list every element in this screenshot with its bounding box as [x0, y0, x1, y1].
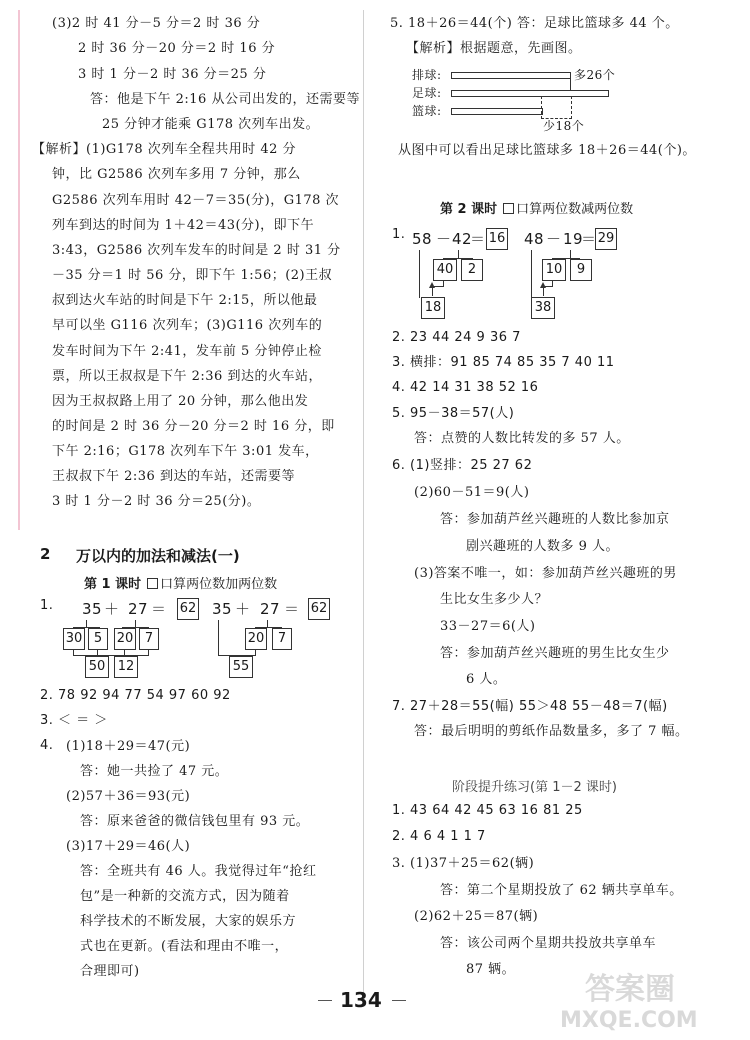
text-line: 3. (1)37＋25＝62(辆): [392, 856, 535, 871]
text-line: 科学技术的不断发展，大家的娱乐方: [80, 914, 297, 929]
text-line: 2 时 36 分－20 分＝2 时 16 分: [78, 41, 276, 56]
text-line: 钟，比 G2586 次列车多用 7 分钟，那么: [52, 167, 301, 182]
result-box: 55: [229, 656, 253, 678]
lesson-label: 第 2 课时: [440, 202, 498, 217]
equation-equals: ＝: [470, 230, 486, 248]
answer-line: 7. 27＋28＝55(幅) 55＞48 55－48＝7(幅): [392, 699, 668, 714]
text-line: (1)18＋29＝47(元): [66, 739, 191, 754]
text-line: 3:43，G2586 次列车发车的时间是 2 时 31 分: [52, 243, 341, 258]
checkbox-square-icon: [147, 578, 158, 589]
equation-operand: 48: [524, 230, 545, 248]
split-box: 40: [433, 259, 457, 281]
text-line: 【解析】(1)G178 次列车全程共用时 42 分: [32, 142, 297, 157]
text-line: 从图中可以看出足球比篮球多 18＋26＝44(个)。: [398, 143, 696, 158]
text-line: －35 分＝1 时 56 分，即下午 1:56；(2)王叔: [52, 268, 333, 283]
arrow-up-icon: [429, 282, 435, 288]
split-box: 7: [139, 628, 159, 650]
margin-rule: [18, 10, 20, 530]
equation-operand: 42: [452, 230, 473, 248]
answer-box: 29: [595, 228, 617, 250]
split-box: 7: [272, 628, 292, 650]
checkbox-square-icon: [503, 203, 514, 214]
equation-operand: 27: [128, 600, 149, 618]
result-box: 38: [531, 297, 555, 319]
equation-operator: －: [436, 230, 452, 248]
diagram-annotation: 少18个: [543, 119, 585, 133]
text-line: 答：他是下午 2:16 从公司出发的，还需要等: [90, 92, 360, 107]
split-box: 10: [542, 259, 566, 281]
answer-line: 2. 23 44 24 9 36 7: [392, 330, 521, 345]
difference-bracket: [541, 96, 572, 119]
text-line: 答：原来爸爸的微信钱包里有 93 元。: [80, 814, 310, 829]
text-line: 答：全班共有 46 人。我觉得过年“抢红: [80, 864, 317, 879]
answer-line: 6. (1)竖排：25 27 62: [392, 458, 533, 473]
connector-line: [148, 650, 149, 656]
question-number: 1.: [392, 227, 406, 242]
text-line: 33－27＝6(人): [440, 619, 536, 634]
text-line: 答：该公司两个星期共投放共享单车: [440, 936, 657, 951]
text-line: 答：参加葫芦丝兴趣班的人数比参加京: [440, 512, 670, 527]
text-line: (3)答案不唯一，如：参加葫芦丝兴趣班的男: [414, 566, 677, 581]
connector-line: [218, 620, 219, 656]
basketball-bar: [451, 108, 543, 115]
split-box: 30: [63, 628, 85, 650]
question-number: 4.: [40, 738, 54, 753]
lesson-heading: [84, 573, 277, 592]
text-line: 票，所以王叔叔是下午 2:36 到达的火车站，: [52, 369, 322, 384]
page-number-dash: [392, 1000, 406, 1001]
connector-line: [570, 76, 571, 90]
text-line: 生比女生多少人？: [440, 592, 549, 607]
text-line: 3 时 1 分－2 时 36 分＝25(分)。: [52, 494, 261, 509]
result-box: 50: [85, 656, 109, 678]
answer-line: 2. 4 6 4 1 1 7: [392, 829, 486, 844]
text-line: (3)2 时 41 分－5 分＝2 时 36 分: [52, 16, 261, 31]
text-line: 剧兴趣班的人数多 9 人。: [466, 539, 620, 554]
diagram-label: 足球:: [412, 86, 442, 100]
text-line: 下午 2:16；G178 次列车下午 3:01 发车，: [52, 444, 319, 459]
diagram-label: 排球:: [412, 68, 442, 82]
connector-line: [419, 250, 420, 298]
text-line: 合理即可): [80, 964, 140, 979]
diagram-annotation: 多26个: [574, 68, 616, 82]
answer-line: 4. 42 14 31 38 52 16: [392, 380, 539, 395]
football-bar: [451, 90, 609, 97]
lesson-title: 口算两位数减两位数: [516, 202, 634, 217]
connector-line: [531, 250, 532, 298]
page-number-dash: [318, 1000, 332, 1001]
equation-equals: ＝: [284, 600, 300, 618]
answer-line: 3. ＜ ＝ ＞: [40, 713, 108, 728]
text-line: 列车到达的时间为 1＋42＝43(分)，即下午: [52, 218, 315, 233]
equation-operand: 35: [212, 600, 233, 618]
answer-box: 62: [177, 598, 199, 620]
text-line: 发车时间为下午 2:41，发车前 5 分钟停止检: [52, 344, 322, 359]
split-box: 20: [114, 628, 136, 650]
arrow-up-icon: [540, 282, 546, 288]
equation-operator: ＋: [104, 600, 120, 618]
answer-box: 62: [308, 598, 330, 620]
question-number: 1.: [40, 598, 54, 613]
text-line: (2)60－51＝9(人): [414, 485, 530, 500]
text-line: G2586 次列车用时 42－7＝35(分)，G178 次: [52, 193, 340, 208]
section-title: 万以内的加法和减法(一): [76, 547, 240, 565]
text-line: 答：点赞的人数比转发的多 57 人。: [414, 431, 630, 446]
answer-line: 5. 95－38＝57(人): [392, 406, 515, 421]
answer-line: 2. 78 92 94 77 54 97 60 92: [40, 688, 231, 703]
split-box: 20: [245, 628, 267, 650]
equation-equals: ＝: [581, 230, 597, 248]
text-line: 6 人。: [466, 672, 507, 687]
equation-operator: ＋: [235, 600, 251, 618]
text-line: 因为王叔叔路上用了 20 分钟，那么他出发: [52, 394, 309, 409]
text-line: 早可以坐 G116 次列车；(3)G116 次列车的: [52, 318, 323, 333]
equation-operand: 58: [412, 230, 433, 248]
lesson-label: 第 1 课时: [84, 577, 142, 592]
text-line: 3 时 1 分－2 时 36 分＝25 分: [78, 67, 267, 82]
text-line: 5. 18＋26＝44(个) 答：足球比篮球多 44 个。: [390, 16, 679, 31]
text-line: 【解析】根据题意，先画图。: [406, 41, 582, 56]
split-box: 9: [570, 259, 592, 281]
text-line: 王叔叔下午 2:36 到达的车站，还需要等: [52, 469, 295, 484]
text-line: 叔到达火车站的时间是下午 2:15，所以他最: [52, 293, 318, 308]
text-line: 答：第二个星期投放了 62 辆共享单车。: [440, 883, 683, 898]
equation-operand: 27: [260, 600, 281, 618]
text-line: 包”是一种新的交流方式，因为随着: [80, 889, 290, 904]
text-line: 答：最后明明的剪纸作品数量多，多了 7 幅。: [414, 724, 689, 739]
text-line: (2)62＋25＝87(辆): [414, 909, 539, 924]
equation-operand: 19: [563, 230, 584, 248]
watermark-logo: 答案圈: [585, 972, 675, 1007]
text-line: (2)57＋36＝93(元): [66, 789, 191, 804]
text-line: 答：她一共捡了 47 元。: [80, 764, 229, 779]
text-line: 答：参加葫芦丝兴趣班的男生比女生少: [440, 646, 670, 661]
answer-line: 3. 横排：91 85 74 85 35 7 40 11: [392, 355, 615, 370]
text-line: 的时间是 2 时 36 分－20 分＝2 时 16 分，即: [52, 419, 335, 434]
lesson-heading: [440, 198, 633, 217]
equation-operand: 35: [82, 600, 103, 618]
equation-operator: －: [546, 230, 562, 248]
lesson-title: 口算两位数加两位数: [160, 577, 278, 592]
split-box: 2: [461, 259, 483, 281]
stage-practice-title: 阶段提升练习(第 1－2 课时): [452, 780, 617, 795]
diagram-label: 篮球:: [412, 104, 442, 118]
volleyball-bar: [451, 72, 571, 79]
result-box: 12: [114, 656, 138, 678]
connector-line: [255, 650, 256, 656]
answer-line: 1. 43 64 42 45 63 16 81 25: [392, 803, 583, 818]
page-number: 134: [340, 988, 382, 1012]
watermark-url: MXQE.COM: [560, 1008, 698, 1033]
text-line: (3)17＋29＝46(人): [66, 839, 191, 854]
section-number: 2: [40, 545, 51, 563]
split-box: 5: [88, 628, 108, 650]
answer-box: 16: [486, 228, 508, 250]
column-divider: [363, 10, 364, 1000]
text-line: 25 分钟才能乘 G178 次列车出发。: [102, 117, 320, 132]
result-box: 18: [421, 297, 445, 319]
text-line: 式也在更新。(看法和理由不唯一，: [80, 939, 289, 954]
equation-equals: ＝: [151, 600, 167, 618]
text-line: 87 辆。: [466, 962, 516, 977]
